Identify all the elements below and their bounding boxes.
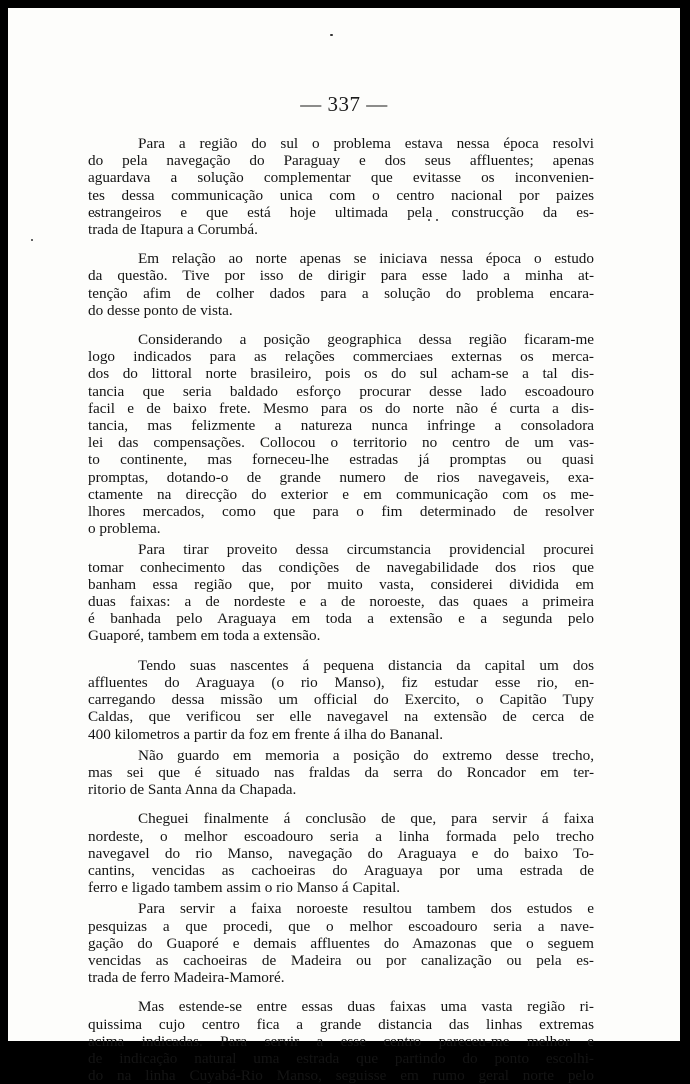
text-line: Tendo suas nascentes á pequena distancia da capital um dos <box>138 656 594 674</box>
text-line: da questão. Tive por isso de dirigir para esse lado a minha at- <box>88 267 594 285</box>
text-line: acima indicadas. Para servir a esse centro pareceu-me melhor e <box>88 1032 594 1050</box>
text-line: vencidas as cachoeiras de Madeira ou por canalização ou pela es- <box>88 951 594 969</box>
text-line: o problema. <box>88 520 161 538</box>
page-number: — 337 — <box>300 92 388 116</box>
paragraph <box>88 331 594 537</box>
text-line: affluentes do Araguaya (o rio Manso), fiz estudar esse rio, en- <box>88 673 594 691</box>
text-line: ctamente na direcção do exterior e em communicação com os me- <box>88 485 594 503</box>
paragraph <box>88 810 594 896</box>
text-line: do pela navegação do Paraguay e dos seus affluentes; apenas <box>88 152 594 170</box>
text-line: lei das compensações. Collocou o territorio no centro de um vas- <box>88 434 594 452</box>
paragraph <box>88 135 594 238</box>
text-line: Cheguei finalmente á conclusão de que, para servir á faixa <box>138 810 594 828</box>
text-line: Em relação ao norte apenas se iniciava nessa época o estudo <box>138 250 594 268</box>
text-line: navegavel do rio Manso, navegação do Araguaya e do baixo To- <box>88 844 594 862</box>
text-line: lhores mercados, como que para o fim determinado de resolver <box>88 503 594 521</box>
text-line: Mas estende-se entre essas duas faixas uma vasta região ri- <box>138 998 594 1016</box>
text-line: nordeste, o melhor escoadouro seria a linha formada pelo trecho <box>88 827 594 845</box>
paragraph <box>88 657 594 743</box>
text-line: dos do littoral norte brasileiro, pois os do sul acham-se a tal dis- <box>88 365 594 383</box>
text-line: trada de ferro Madeira-Mamoré. <box>88 969 285 987</box>
text-line: promptas, dotando-o de grande numero de rios navegaveis, exa- <box>88 468 594 486</box>
text-line: 400 kilometros a partir da foz em frente á ilha do Bananal. <box>88 725 444 743</box>
text-line: Guaporé, tambem em toda a extensão. <box>88 627 321 645</box>
text-line: Não guardo em memoria a posição do extremo desse trecho, <box>138 746 594 764</box>
text-line: Considerando a posição geographica dessa região ficaram-me <box>138 331 594 349</box>
text-line: ferro e ligado tambem assim o rio Manso á Capital. <box>88 879 401 897</box>
text-line: logo indicados para as relações commerciaes externas os merca- <box>88 348 594 366</box>
text-line: mas sei que é situado nas fraldas da serra do Roncador em ter- <box>88 763 594 781</box>
text-line: aguardava a solução complementar que evitasse os inconvenien- <box>88 169 594 187</box>
text-line: cantins, vencidas as cachoeiras do Araguaya por uma estrada de <box>88 861 594 879</box>
text-line: tenção afim de colher dados para a solução do problema encara- <box>88 284 594 302</box>
text-line: Para tirar proveito dessa circumstancia providencial procurei <box>138 541 594 559</box>
text-line: de indicação natural uma estrada que partindo do ponto escolhi- <box>88 1049 594 1067</box>
text-line: tes dessa communicação unica com o centro nacional por paizes <box>88 186 594 204</box>
text-line: facil e de baixo frete. Mesmo para os do norte não é curta a dis- <box>88 399 594 417</box>
paragraph <box>88 998 594 1084</box>
text-line: Para a região do sul o problema estava nessa época resolvi <box>138 135 594 152</box>
text-line: carregando dessa missão um official do Exercito, o Capitão Tupy <box>88 691 594 709</box>
body-text <box>88 135 594 1084</box>
text-line: do na linha Cuyabá-Rio Manso, seguisse em rumo geral norte pelo <box>88 1067 594 1084</box>
text-line: é banhada pelo Araguaya em toda a extensão e a segunda pelo <box>88 610 594 628</box>
text-line: gação do Guaporé e demais affluentes do Amazonas que o seguem <box>88 934 594 952</box>
print-speck <box>330 34 333 36</box>
text-line: estrangeiros e que está hoje ultimada pela construcção da es- <box>88 203 594 221</box>
text-line: quissima cujo centro fica a grande distancia das linhas extremas <box>88 1015 594 1033</box>
text-line: tomar conhecimento das condições de navegabilidade dos rios que <box>88 558 594 576</box>
paragraph <box>88 250 594 319</box>
text-line: tancia, mas felizmente a natureza nunca infringe a consoladora <box>88 417 594 435</box>
text-line: banham essa região que, por muito vasta, considerei dividida em <box>88 575 594 593</box>
text-line: Caldas, que verificou ser elle navegavel na extensão de cerca de <box>88 708 594 726</box>
text-line: ritorio de Santa Anna da Chapada. <box>88 781 297 799</box>
text-line: pesquizas a que procedi, que o melhor escoadouro seria a nave- <box>88 917 594 935</box>
paragraph <box>88 541 594 644</box>
text-line: to continente, mas forneceu-lhe estradas já promptas ou quasi <box>88 451 594 469</box>
text-line: tancia que seria baldado esforço procurar desse lado escoadouro <box>88 382 594 400</box>
paragraph <box>88 747 594 799</box>
text-line: Para servir a faixa noroeste resultou tambem dos estudos e <box>138 900 594 918</box>
text-line: duas faixas: a de nordeste e a de noroeste, das quaes a primeira <box>88 593 594 611</box>
text-line: do desse ponto de vista. <box>88 301 233 319</box>
document-page <box>8 8 680 1084</box>
paragraph <box>88 900 594 986</box>
print-speck <box>31 239 33 241</box>
text-line: trada de Itapura a Corumbá. <box>88 221 258 239</box>
